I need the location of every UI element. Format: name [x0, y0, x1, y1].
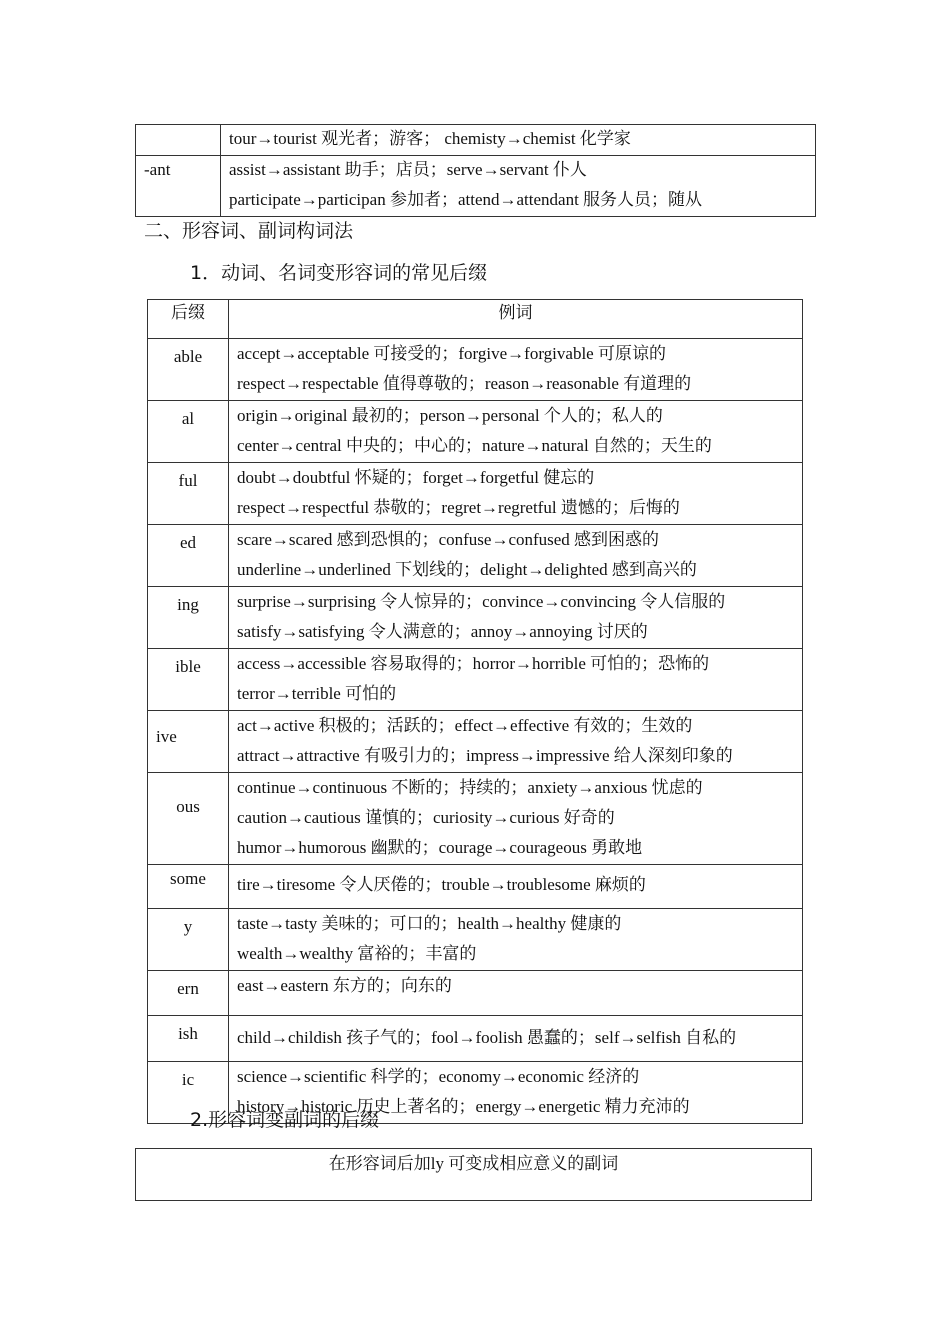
table-row — [148, 587, 803, 649]
suffix-cell: ing — [148, 587, 229, 649]
example-line: respect→respectable 值得尊敬的；reason→reasonable 有道理的 — [237, 374, 692, 393]
table-row — [148, 1016, 803, 1062]
examples-cell — [229, 587, 803, 649]
examples-cell — [229, 865, 803, 909]
suffix-cell: ive — [148, 711, 229, 773]
example-line: attract→attractive 有吸引力的；impress→impressive 给人深刻印象的 — [237, 746, 733, 765]
example-line: taste→tasty 美味的；可口的；health→healthy 健康的 — [237, 914, 622, 933]
examples-cell — [229, 1016, 803, 1062]
table-row — [148, 909, 803, 971]
suffix-cell: al — [148, 401, 229, 463]
example-line: tire→tiresome 令人厌倦的；trouble→troublesome 麻烦的 — [237, 875, 646, 894]
suffix-cell: ern — [148, 971, 229, 1016]
example-line: wealth→wealthy 富裕的；丰富的 — [237, 944, 477, 963]
example-line: accept→acceptable 可接受的；forgive→forgivable 可原谅的 — [237, 344, 666, 363]
suffix-cell: ic — [148, 1062, 229, 1124]
subsection-heading: 1．动词、名词变形容词的常见后缀 — [190, 262, 488, 284]
example-line: terror→terrible 可怕的 — [237, 684, 397, 703]
top-suffix-table — [135, 124, 816, 217]
example-line: origin→original 最初的；person→personal 个人的；私人的 — [237, 406, 663, 425]
column-header-examples: 例词 — [229, 300, 803, 339]
subsection-heading: 2.形容词变副词的后缀 — [190, 1109, 380, 1131]
examples-cell — [229, 773, 803, 865]
example-line: east→eastern 东方的；向东的 — [237, 976, 452, 995]
table-row — [148, 971, 803, 1016]
example-line: continue→continuous 不断的；持续的；anxiety→anxious 忧虑的 — [237, 778, 703, 797]
examples-cell — [229, 339, 803, 401]
suffix-cell: ible — [148, 649, 229, 711]
suffix-cell: some — [148, 865, 229, 909]
suffix-cell: ful — [148, 463, 229, 525]
adjective-suffix-table — [147, 299, 803, 1124]
example-line: assist→assistant 助手；店员；serve→servant 仆人 — [229, 160, 587, 179]
examples-cell — [221, 156, 816, 217]
example-line: respect→respectful 恭敬的；regret→regretful 遗憾的；后悔的 — [237, 498, 680, 517]
example-line: access→accessible 容易取得的；horror→horrible 可怕的；恐怖的 — [237, 654, 710, 673]
examples-cell — [221, 125, 816, 156]
examples-cell — [229, 711, 803, 773]
example-line: humor→humorous 幽默的；courage→courageous 勇敢地 — [237, 838, 643, 857]
examples-cell — [229, 909, 803, 971]
table-row — [148, 649, 803, 711]
example-line: child→childish 孩子气的；fool→foolish 愚蠢的；self→selfish 自私的 — [237, 1028, 737, 1047]
examples-cell — [229, 649, 803, 711]
example-line: act→active 积极的；活跃的；effect→effective 有效的；生效的 — [237, 716, 693, 735]
note-box: 在形容词后加ly 可变成相应意义的副词 — [135, 1148, 812, 1201]
suffix-cell: able — [148, 339, 229, 401]
examples-cell — [229, 525, 803, 587]
example-line: tour→tourist 观光者；游客； chemisty→chemist 化学家 — [229, 129, 631, 148]
table-row — [148, 865, 803, 909]
suffix-cell — [136, 125, 221, 156]
example-line: science→scientific 科学的；economy→economic 经济的 — [237, 1067, 640, 1086]
suffix-cell: ish — [148, 1016, 229, 1062]
table-row — [136, 125, 816, 156]
table-row — [148, 525, 803, 587]
table-row — [148, 773, 803, 865]
column-header-suffix: 后缀 — [148, 300, 229, 339]
table-row — [136, 156, 816, 217]
example-line: caution→cautious 谨慎的；curiosity→curious 好奇的 — [237, 808, 615, 827]
suffix-cell: ed — [148, 525, 229, 587]
suffix-cell: -ant — [136, 156, 221, 217]
examples-cell — [229, 971, 803, 1016]
example-line: history→historic 历史上著名的；energy→energetic 精力充沛的 — [237, 1097, 690, 1116]
example-line: satisfy→satisfying 令人满意的；annoy→annoying 讨厌的 — [237, 622, 648, 641]
table-row — [148, 339, 803, 401]
table-header-row — [148, 300, 803, 339]
suffix-cell: y — [148, 909, 229, 971]
suffix-cell: ous — [148, 773, 229, 865]
example-line: surprise→surprising 令人惊异的；convince→convincing 令人信服的 — [237, 592, 726, 611]
table-row — [148, 463, 803, 525]
table-row — [148, 711, 803, 773]
examples-cell — [229, 463, 803, 525]
section-heading: 二、形容词、副词构词法 — [144, 220, 354, 242]
example-line: center→central 中央的；中心的；nature→natural 自然的；天生的 — [237, 436, 712, 455]
example-line: participate→participan 参加者；attend→attendant 服务人员；随从 — [229, 190, 703, 209]
example-line: doubt→doubtful 怀疑的；forget→forgetful 健忘的 — [237, 468, 595, 487]
example-line: scare→scared 感到恐惧的；confuse→confused 感到困惑的 — [237, 530, 660, 549]
example-line: underline→underlined 下划线的；delight→delighted 感到高兴的 — [237, 560, 697, 579]
table-row — [148, 401, 803, 463]
examples-cell — [229, 401, 803, 463]
